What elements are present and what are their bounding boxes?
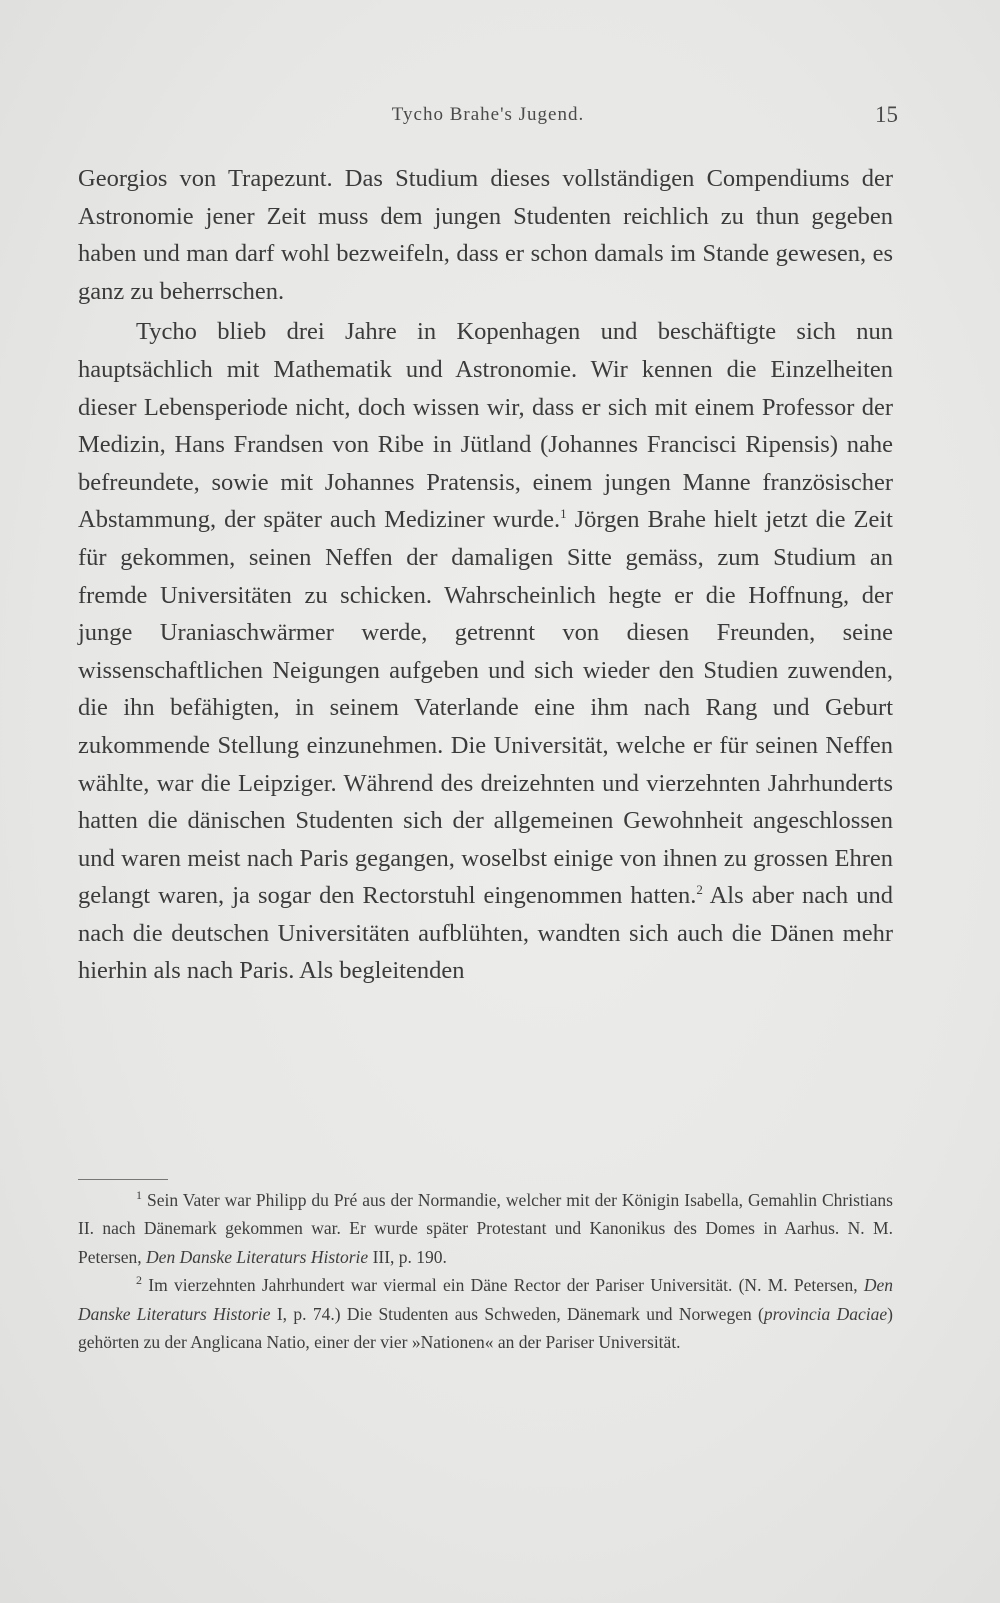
footnote-2-text-c: ) gehörten zu der Anglicana Natio, einer der vier »Nationen« an der Pariser Universität. — [78, 1303, 893, 1353]
footnote-1-text-a: Sein Vater war Philipp du Pré aus der Normandie, welcher mit der Königin Isabella, Gemahlin Christians II. nach Dänemark gekommen war. Er wurde später Protestant und Kanonikus des Domes in Aarhus. N. M. Petersen, — [78, 1190, 893, 1267]
footnote-2-text-a: Im vierzehnten Jahrhundert war viermal ein Däne Rector der Pariser Universität. (N. M. Petersen, — [142, 1275, 864, 1296]
running-title: Tycho Brahe's Jugend. — [391, 104, 585, 125]
footnote-1-mark: 1 — [136, 1188, 142, 1203]
footnote-2-latin-term: provincia Daciae — [763, 1303, 888, 1324]
footnote-ref-1: 1 — [560, 506, 567, 522]
paragraph-2 — [78, 313, 893, 990]
footnote-1-book-title: Den Danske Literaturs Historie — [146, 1246, 369, 1267]
page-number: 15 — [875, 102, 898, 127]
footnote-divider — [78, 1179, 168, 1180]
main-text — [78, 160, 893, 990]
paragraph-2-text-c: Als aber nach und nach die deutschen Universitäten aufblühten, wandten sich auch die Dänen mehr hierhin als nach Paris. Als begleitenden — [78, 882, 894, 985]
paragraph-2-text-b: Jörgen Brahe hielt jetzt die Zeit für gekommen, seinen Neffen der damaligen Sitte gemäss, zum Studium an fremde Universitäten zu schicken. Wahrscheinlich hegte er die Hoffnung, der junge Uraniaschwärmer werde, getrennt von diesen Freunden, seine wissenschaftlichen Neigungen aufgeben und sich wieder den Studien zuwenden, die ihn befähigten, in seinem Vaterlande eine ihm nach Rang und Geburt zukommende Stellung einzunehmen. Die Universität, welche er für seinen Neffen wählte, war die Leipziger. Während des dreizehnten und vierzehnten Jahrhunderts hatten die dänischen Studenten sich der allgemeinen Gewohnheit angeschlossen und waren meist nach Paris gegangen, woselbst einige von ihnen zu grossen Ehren gelangt waren, ja sogar den Rectorstuhl eingenommen hatten. — [78, 506, 893, 910]
footnote-2-book-title: Den Danske Literaturs Historie — [78, 1275, 893, 1324]
footnote-2-text-b: I, p. 74.) Die Studenten aus Schweden, Dänemark und Norwegen ( — [270, 1303, 764, 1324]
paragraph-1-text: Georgios von Trapezunt. Das Studium dieses vollständigen Compendiums der Astronomie jener Zeit muss dem jungen Studenten reichlich zu thun gegeben haben und man darf wohl bezweifeln, dass er schon damals im Stande gewesen, es ganz zu beherrschen. — [78, 165, 893, 305]
footnote-ref-2: 2 — [696, 882, 703, 898]
paragraph-2-text-a: Tycho blieb drei Jahre in Kopenhagen und beschäftigte sich nun hauptsächlich mit Mathematik und Astronomie. Wir kennen die Einzelheiten dieser Lebensperiode nicht, doch wissen wir, dass er sich mit einem Professor der Medizin, Hans Frandsen von Ribe in Jütland (Johannes Francisci Ripensis) nahe befreundete, sowie mit Johannes Pratensis, einem jungen Manne französischer Abstammung, der später auch Mediziner wurde. — [78, 318, 893, 534]
footnote-2-mark: 2 — [136, 1273, 142, 1288]
paragraph-1 — [78, 160, 893, 310]
footnote-2 — [78, 1271, 893, 1356]
footnote-1 — [78, 1186, 893, 1271]
footnote-1-text-b: III, p. 190. — [368, 1246, 447, 1267]
footnotes — [78, 1186, 893, 1356]
running-header — [78, 104, 898, 134]
